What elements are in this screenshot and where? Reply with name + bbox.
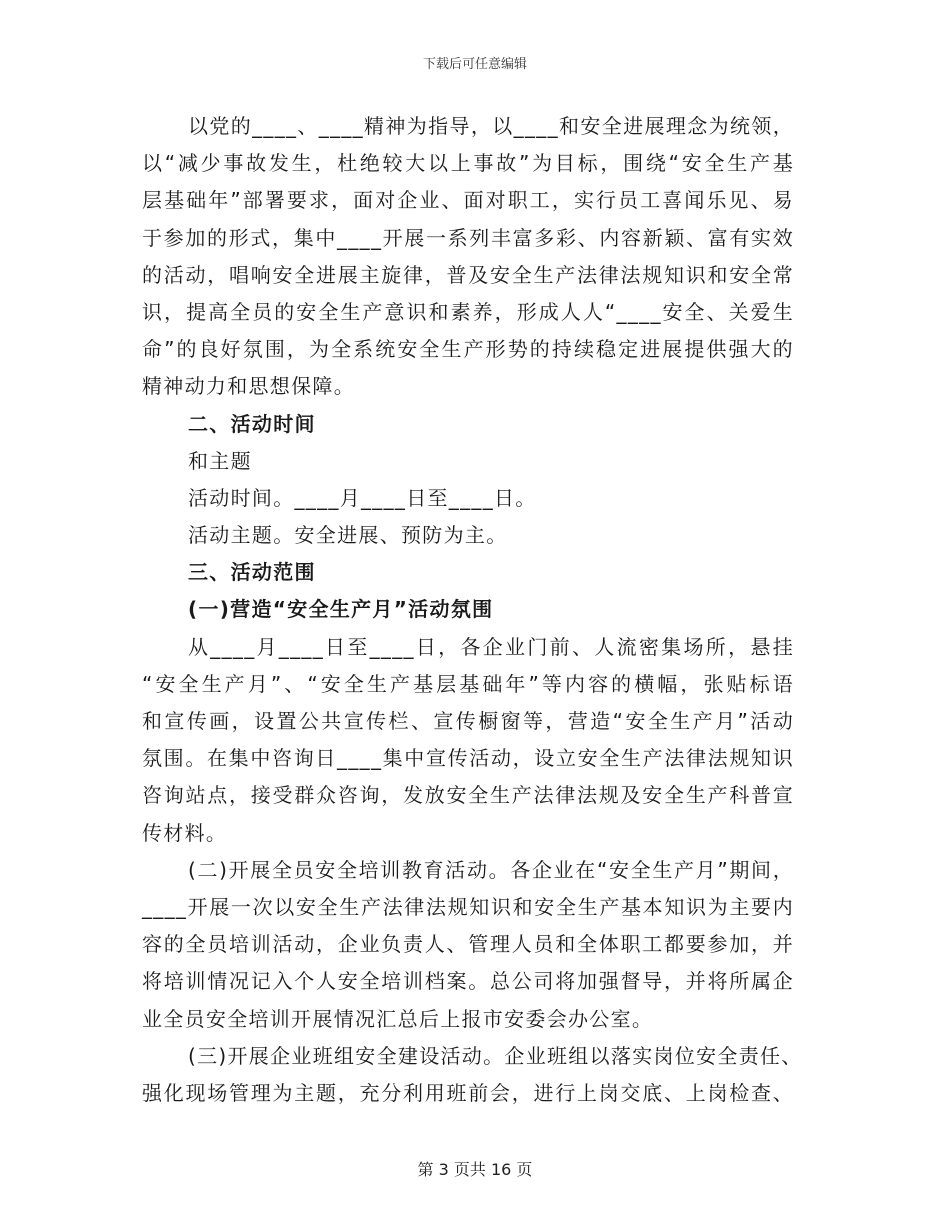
text-line: 于参加的形式，集中____开展一系列丰富多彩、内容新颖、富有实效 [142,225,794,250]
text-line: 强化现场管理为主题，充分利用班前会，进行上岗交底、上岗检查、 [142,1080,794,1105]
text-line: 以“减少事故发生，杜绝较大以上事故”为目标，围绕“安全生产基 [142,151,794,176]
text-line: 氛围。在集中咨询日____集中宣传活动，设立安全生产法律法规知识 [142,746,794,771]
text-line: 将培训情况记入个人安全培训档案。总公司将加强督导，并将所属企 [142,969,794,994]
text-line: 咨询站点，接受群众咨询，发放安全生产法律法规及安全生产科普宣 [142,783,794,808]
text-line: 从____月____日至____日，各企业门前、人流密集场所，悬挂 [188,634,794,659]
text-line: (二)开展全员安全培训教育活动。各企业在“安全生产月”期间， [188,857,794,882]
text-line: 识，提高全员的安全生产意识和素养，形成人人“____安全、关爱生 [142,299,794,324]
text-line: 二、活动时间 [188,411,316,436]
text-line: 活动主题。安全进展、预防为主。 [188,523,508,548]
page-header: 下载后可任意编辑 [422,57,527,72]
document-body [142,108,803,1112]
text-line: 和主题 [188,448,252,473]
text-line: 层基础年”部署要求，面对企业、面对职工，实行员工喜闻乐见、易 [142,188,794,213]
text-line: 和宣传画，设置公共宣传栏、宣传橱窗等，营造“安全生产月”活动 [142,709,794,733]
text-line: 传材料。 [142,820,228,845]
text-line: 三、活动范围 [188,560,316,585]
text-line: 活动时间。____月____日至____日。 [188,485,537,510]
text-line: 以党的____、____精神为指导，以____和安全进展理念为统领， [188,114,794,138]
text-line: 命”的良好氛围，为全系统安全生产形势的持续稳定进展提供强大的 [142,337,794,362]
text-line: 容的全员培训活动，企业负责人、管理人员和全体职工都要参加，并 [142,932,794,957]
text-line: (一)营造“安全生产月”活动氛围 [188,597,494,622]
text-line: “安全生产月”、“安全生产基层基础年”等内容的横幅，张贴标语 [142,671,794,696]
page-footer: 第 3 页共 16 页 [417,1160,533,1179]
text-line: 的活动，唱响安全进展主旋律，普及安全生产法律法规知识和安全常 [142,262,794,287]
text-line: 业全员安全培训开展情况汇总后上报市安委会办公室。 [142,1006,654,1031]
text-line: (三)开展企业班组安全建设活动。企业班组以落实岗位安全责任、 [188,1043,803,1068]
text-line: 精神动力和思想保障。 [142,374,355,399]
text-line: ____开展一次以安全生产法律法规知识和安全生产基本知识为主要内 [142,894,794,919]
